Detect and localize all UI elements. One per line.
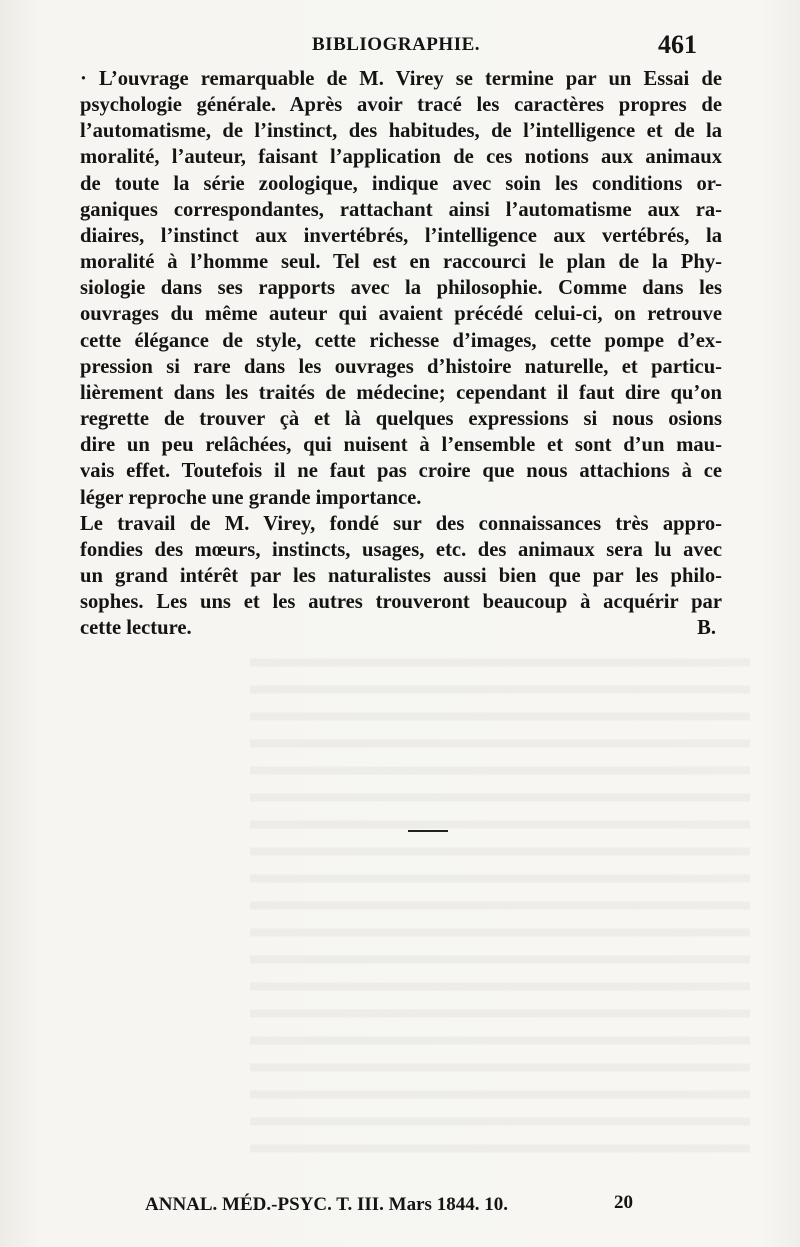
journal-citation: ANNAL. MÉD.-PSYC. T. III. Mars 1844. 10. bbox=[145, 1194, 508, 1215]
page-number: 461 bbox=[658, 30, 697, 59]
text-line: diaires, l’instinct aux invertébrés, l’intelligence aux vertébrés, la bbox=[80, 224, 722, 247]
page-header bbox=[0, 30, 800, 60]
text-line: moralité, l’auteur, faisant l’application de ces notions aux animaux bbox=[80, 146, 722, 169]
text-line: Le travail de M. Virey, fondé sur des connaissances très appro- bbox=[80, 512, 722, 535]
text-line: cette lecture. bbox=[80, 617, 192, 640]
running-head: BIBLIOGRAPHIE. bbox=[312, 34, 481, 55]
text-line: vais effet. Toutefois il ne faut pas croire que nous attachions à ce bbox=[80, 460, 722, 483]
bleed-through-texture bbox=[250, 640, 750, 1160]
text-line: psychologie générale. Après avoir tracé les caractères propres de bbox=[80, 94, 722, 117]
paragraph-2 bbox=[80, 511, 722, 642]
text-line: l’automatisme, de l’instinct, des habitudes, de l’intelligence et de la bbox=[80, 120, 722, 143]
text-line: regrette de trouver çà et là quelques expressions si nous osions bbox=[80, 408, 722, 431]
author-signature: B. bbox=[697, 617, 716, 640]
text-line: ganiques correspondantes, rattachant ainsi l’automatisme aux ra- bbox=[80, 198, 722, 221]
text-line: · L’ouvrage remarquable de M. Virey se termine par un Essai de bbox=[80, 68, 722, 90]
signature-mark: 20 bbox=[614, 1192, 633, 1213]
text-line: lièrement dans les traités de médecine; cependant il faut dire qu’on bbox=[80, 381, 722, 404]
text-line: de toute la série zoologique, indique avec soin les conditions or- bbox=[80, 172, 722, 195]
text-line: léger reproche une grande importance. bbox=[80, 486, 422, 509]
text-line: dire un peu relâchées, qui nuisent à l’ensemble et sont d’un mau- bbox=[80, 434, 722, 457]
section-divider bbox=[408, 830, 448, 832]
text-line: cette élégance de style, cette richesse d’images, cette pompe d’ex- bbox=[80, 329, 722, 352]
page-footer bbox=[0, 1192, 800, 1222]
closing-line bbox=[80, 615, 722, 641]
paragraph-1 bbox=[80, 66, 722, 511]
text-line: sophes. Les uns et les autres trouveront beaucoup à acquérir par bbox=[80, 591, 722, 614]
text-line: ouvrages du même auteur qui avaient précédé celui-ci, on retrouve bbox=[80, 303, 722, 326]
text-line: siologie dans ses rapports avec la philosophie. Comme dans les bbox=[80, 277, 722, 300]
text-line: pression si rare dans les ouvrages d’histoire naturelle, et particu- bbox=[80, 355, 722, 378]
text-line: un grand intérêt par les naturalistes aussi bien que par les philo- bbox=[80, 564, 722, 587]
text-line: moralité à l’homme seul. Tel est en raccourci le plan de la Phy- bbox=[80, 251, 722, 274]
body-text bbox=[80, 66, 722, 641]
text-line: fondies des mœurs, instincts, usages, etc. des animaux sera lu avec bbox=[80, 538, 722, 561]
